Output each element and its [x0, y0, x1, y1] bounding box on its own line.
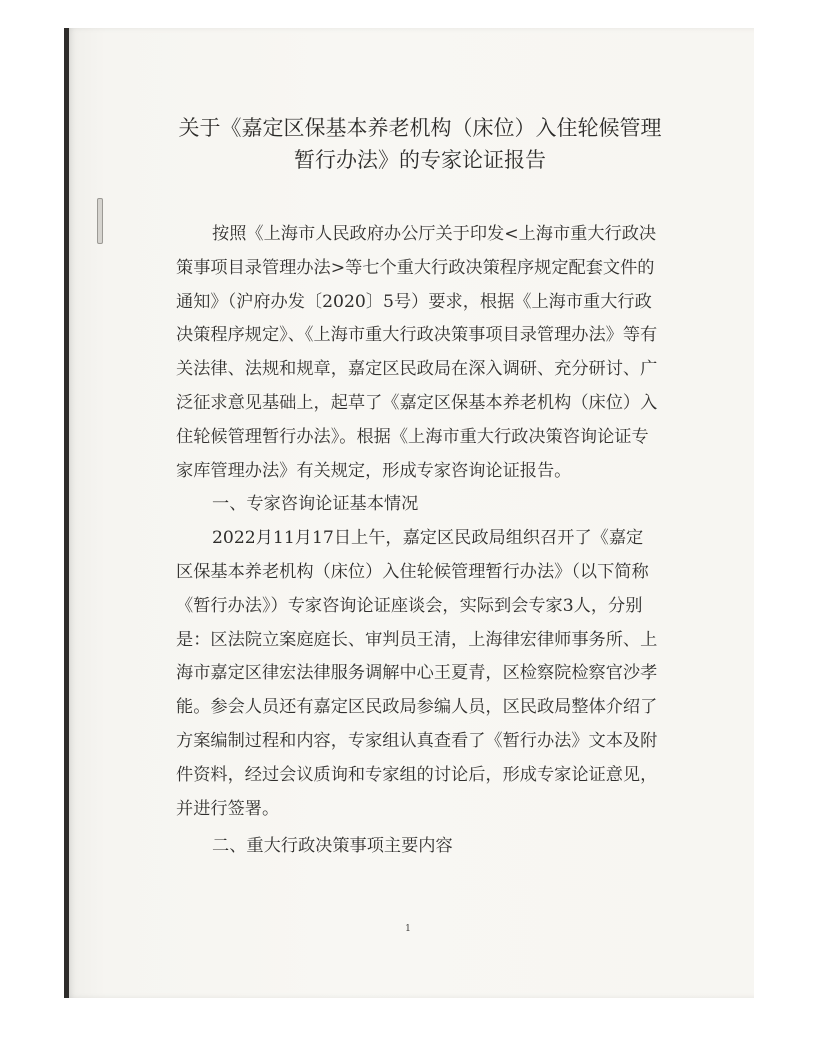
- paragraph-2-line: 《暂行办法》）专家咨询论证座谈会，实际到会专家3人，分别: [176, 595, 643, 616]
- section-heading-1: 一、专家咨询论证基本情况: [212, 494, 419, 515]
- paragraph-2-line: 件资料，经过会议质询和专家组的讨论后，形成专家论证意见，: [176, 764, 658, 785]
- paragraph-2-line: 区保基本养老机构（床位）入住轮候管理暂行办法》（以下简称: [176, 561, 649, 582]
- paragraph-2-line: 2022月11月17日上午，嘉定区民政局组织召开了《嘉定: [212, 528, 644, 549]
- paragraph-1-line: 关法律、法规和规章，嘉定区民政局在深入调研、充分研讨、广: [176, 359, 658, 380]
- paragraph-1-line: 住轮候管理暂行办法》。根据《上海市重大行政决策咨询论证专: [176, 426, 649, 447]
- paragraph-2-line: 海市嘉定区律宏法律服务调解中心王夏青，区检察院检察官沙孝: [176, 663, 658, 684]
- paragraph-1-line: 泛征求意见基础上，起草了《嘉定区保基本养老机构（床位）入: [176, 392, 658, 413]
- paragraph-1-line: 通知》（沪府办发〔2020〕5号）要求，根据《上海市重大行政: [176, 291, 652, 312]
- paragraph-1-line: 家库管理办法》有关规定，形成专家咨询论证报告。: [176, 460, 572, 481]
- paragraph-2-line: 能。参会人员还有嘉定区民政局参编人员，区民政局整体介绍了: [176, 697, 658, 718]
- title-line: 关于《嘉定区保基本养老机构（床位）入住轮候管理: [178, 116, 662, 140]
- paragraph-1-line: 策事项目录管理办法>等七个重大行政决策程序规定配套文件的: [176, 257, 655, 278]
- staple-mark: [97, 198, 103, 244]
- paragraph-2-line: 是：区法院立案庭庭长、审判员王清，上海律宏律师事务所、上: [176, 629, 658, 650]
- title-line: 暂行办法》的专家论证报告: [294, 148, 546, 172]
- paragraph-2-line: 并进行签署。: [176, 798, 280, 819]
- paragraph-2-line: 方案编制过程和内容，专家组认真查看了《暂行办法》文本及附: [176, 730, 658, 751]
- document-body: [176, 218, 672, 864]
- document-title: [150, 112, 690, 176]
- paragraph-1-line: 决策程序规定》、《上海市重大行政决策事项目录管理办法》等有: [176, 325, 658, 346]
- page-number: 1: [405, 924, 411, 934]
- paragraph-1-line: 按照《上海市人民政府办公厅关于印发<上海市重大行政决: [212, 224, 657, 244]
- section-heading-2: 二、重大行政决策事项主要内容: [212, 836, 453, 857]
- binding-edge: [64, 28, 69, 998]
